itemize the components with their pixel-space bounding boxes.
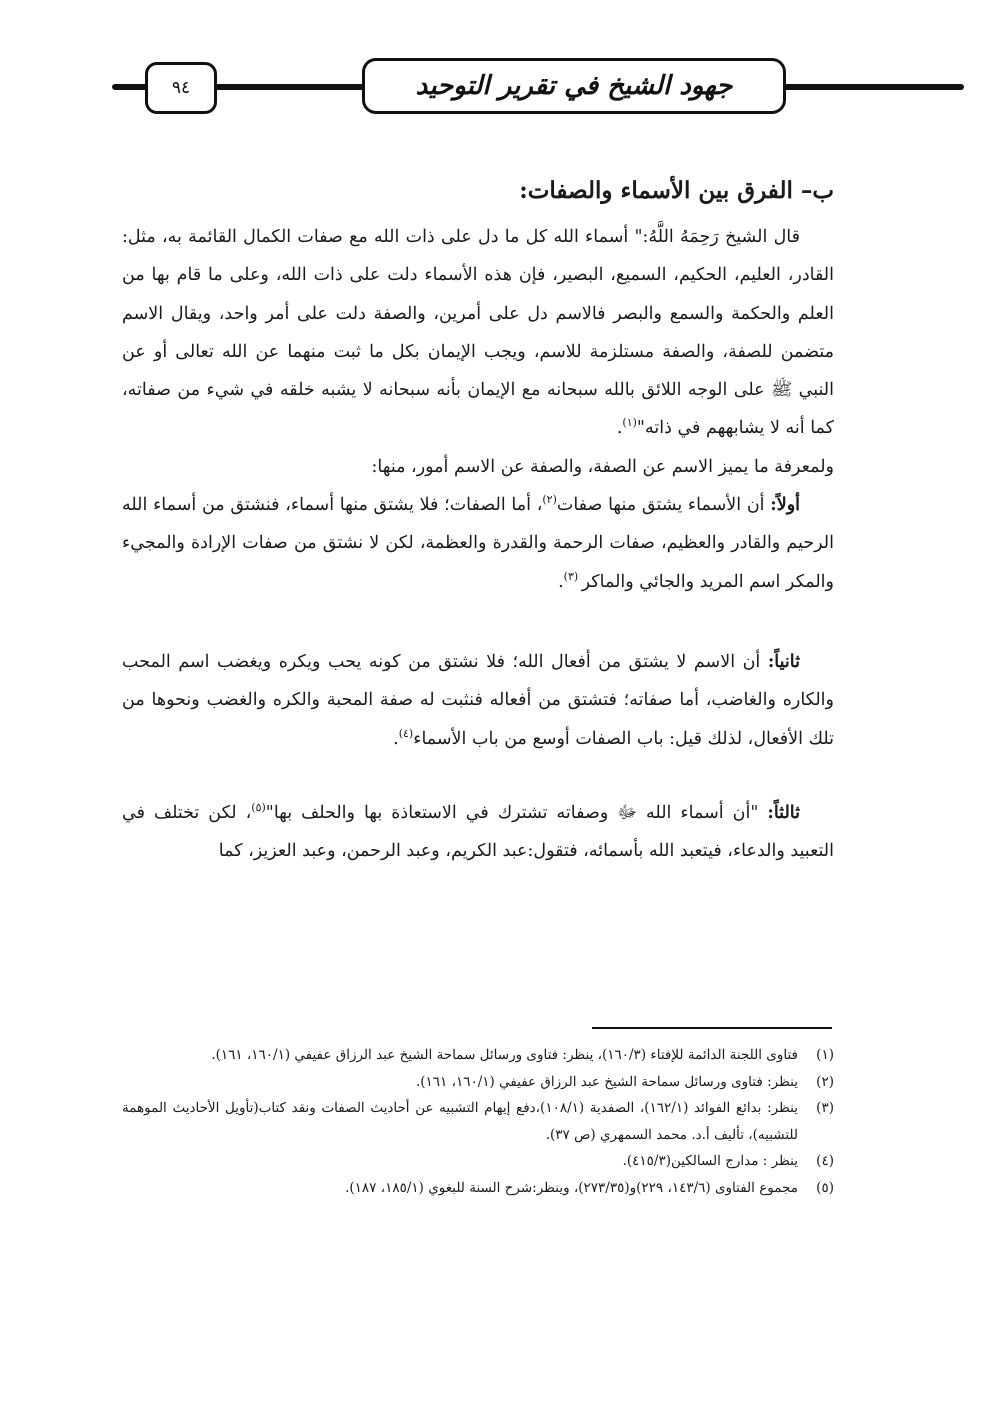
footnote-ref: (٢) bbox=[542, 493, 557, 507]
spacer bbox=[122, 758, 834, 794]
paragraph-text: . bbox=[616, 418, 623, 439]
paragraph-intro: ولمعرفة ما يميز الاسم عن الصفة، والصفة عن الاسم أمور، منها: bbox=[371, 456, 834, 477]
footnote-separator bbox=[592, 1027, 832, 1029]
paragraph-second bbox=[122, 643, 834, 758]
footnote-ref: (٤) bbox=[398, 726, 414, 740]
footnote-text: مجموع الفتاوى (١٤٣/٦، ٢٢٩)و(٢٧٣/٣٥)، وينظر:شرح السنة للبغوي (١٨٥/١، ١٨٧). bbox=[345, 1179, 798, 1196]
footnote-item bbox=[122, 1069, 834, 1096]
paragraph-text: قال الشيخ رَحِمَهُ اللَّهُ:" أسماء الله كل ما دل على ذات الله مع صفات الكمال القائمة به، مثل: القادر، العليم، الحكيم، السميع، البصير، فإن هذه الأسماء دلت على ذات الله، وعلى ما قام بها من العلم والحكمة والسمع والبصر فالاسم دل على أمرين، والصفة دلت على أمر واحد، ويقال الاسم متضمن للصفة، والصفة مستلزمة للاسم، ويجب الإيمان بكل ما ثبت منهما عن الله تعالى أو عن النبي ﷺ على الوجه اللائق بالله سبحانه مع الإيمان بأنه سبحانه لا يشبه خلقه في شيء من صفاته، كما أنه لا يشابههم في ذاته" bbox=[122, 227, 834, 439]
footnote-text: فتاوى اللجنة الدائمة للإفتاء (١٦٠/٣)، ينظر: فتاوى ورسائل سماحة الشيخ عبد الرزاق عفيفي (١٦٠/١، ١٦١). bbox=[211, 1047, 798, 1063]
footnote-text: ينظر: فتاوى ورسائل سماحة الشيخ عبد الرزاق عفيفي (١٦٠/١، ١٦١). bbox=[415, 1073, 798, 1090]
footnote-item bbox=[122, 1095, 834, 1148]
footnote-text: ينظر : مدارج السالكين(٤١٥/٣). bbox=[622, 1153, 798, 1169]
paragraph-first bbox=[122, 486, 834, 601]
page-number: ٩٤ bbox=[145, 62, 217, 114]
paragraph-third bbox=[122, 794, 834, 871]
footnote-item bbox=[122, 1042, 834, 1069]
footnote-number: (٤) bbox=[816, 1153, 834, 1169]
main-text bbox=[122, 170, 834, 870]
footnote-number: (١) bbox=[816, 1047, 834, 1063]
paragraph-text: ، لكن تختلف في التعبيد والدعاء، فيتعبد الله بأسمائه، فتقول:عبد الكريم، وعبد الرحمن، وعبد العزيز، كما bbox=[122, 802, 834, 862]
footnote-number: (٥) bbox=[816, 1179, 834, 1196]
paragraph-text: أن الأسماء يشتق منها صفات bbox=[556, 495, 771, 516]
paragraph-text: ، أما الصفات؛ فلا يشتق منها أسماء، فنشتق من أسماء الله الرحيم والقادر والعظيم، صفات الرحمة والقدرة والعظمة، لكن لا نشتق من صفات الإرادة والمجيء والمكر اسم المريد والجائي والماكر bbox=[122, 495, 834, 592]
footnotes bbox=[122, 1042, 834, 1201]
footnote-item bbox=[122, 1175, 834, 1202]
footnote-text: ينظر: بدائع الفوائد (١٦٢/١)، الصفدية (١٠٨/١)،دفع إيهام التشبيه عن أحاديث الصفات ونقد كتاب(تأويل الأحاديث الموهمة للتشبيه)، تأليف أ.د. محمد السمهري (ص ٣٧). bbox=[122, 1100, 798, 1143]
spacer bbox=[122, 601, 834, 643]
paragraph-text: "أن أسماء الله ﷻ وصفاته تشترك في الاستعاذة بها والحلف بها" bbox=[265, 802, 768, 823]
footnote-ref: (١) bbox=[622, 416, 637, 430]
paragraph-definition bbox=[122, 218, 834, 448]
footnote-number: (٣) bbox=[816, 1100, 834, 1116]
point-label: ثانياً: bbox=[767, 651, 800, 672]
footnote-number: (٢) bbox=[816, 1073, 834, 1090]
paragraph-text: . bbox=[393, 728, 399, 749]
footnote-ref: (٥) bbox=[251, 801, 266, 815]
section-heading: ب– الفرق بين الأسماء والصفات: bbox=[519, 177, 834, 204]
paragraph-text: . bbox=[558, 571, 564, 592]
book-title: جهود الشيخ في تقرير التوحيد bbox=[362, 58, 786, 114]
paragraph-text: أن الاسم لا يشتق من أفعال الله؛ فلا نشتق من كونه يحب ويكره ويغضب اسم المحب والكاره والغاضب، أما صفاته؛ فتشتق من أفعاله فنثبت له صفة المحبة والكره والغضب ونحوها من تلك الأفعال، لذلك قيل: باب الصفات أوسع من باب الأسماء bbox=[122, 651, 834, 749]
footnote-ref: (٣) bbox=[563, 569, 582, 583]
point-label: ثالثاً: bbox=[767, 802, 800, 823]
footnote-item bbox=[122, 1148, 834, 1175]
point-label: أولاً: bbox=[770, 495, 801, 516]
